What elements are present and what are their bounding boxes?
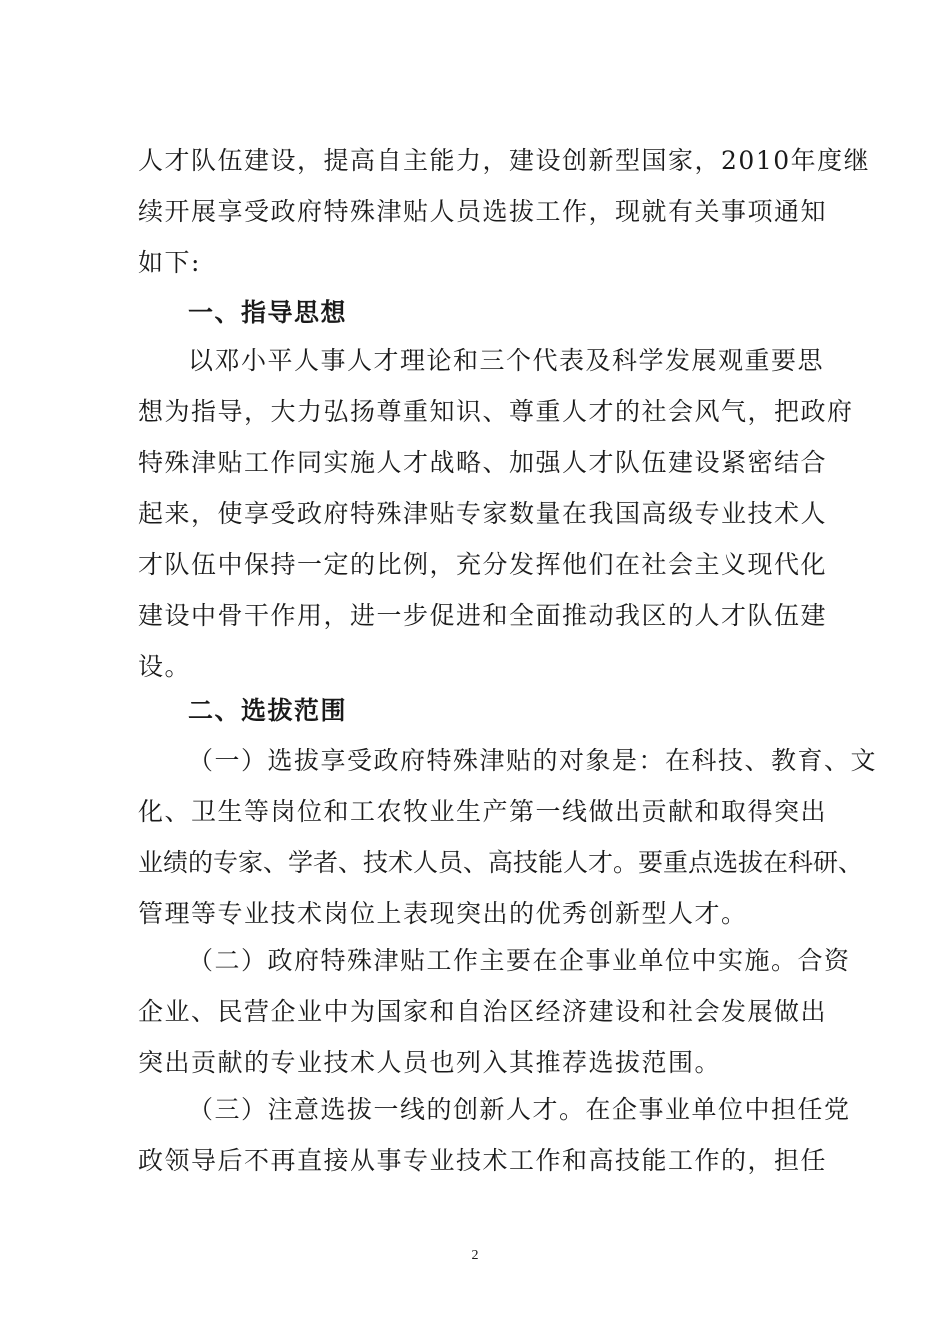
text-line: （二）政府特殊津贴工作主要在企事业单位中实施。合资 xyxy=(188,946,851,975)
scope-item-3-paragraph xyxy=(138,1084,851,1186)
scope-item-2-paragraph xyxy=(138,935,851,1088)
text-line: 管理等专业技术岗位上表现突出的优秀创新型人才。 xyxy=(138,899,748,928)
text-line: 如下: xyxy=(138,248,201,277)
text-line: 化、卫生等岗位和工农牧业生产第一线做出贡献和取得突出 xyxy=(138,797,828,826)
heading-line: 一、指导思想 xyxy=(188,298,348,327)
text-line: 企业、民营企业中为国家和自治区经济建设和社会发展做出 xyxy=(138,997,828,1026)
text-line: 想为指导，大力弘扬尊重知识、尊重人才的社会风气，把政府 xyxy=(138,397,854,426)
text-line: 续开展享受政府特殊津贴人员选拔工作，现就有关事项通知 xyxy=(138,197,828,226)
text-line: 业绩的专家、学者、技术人员、高技能人才。要重点选拔在科研、 xyxy=(138,848,864,877)
text-line: 特殊津贴工作同实施人才战略、加强人才队伍建设紧密结合 xyxy=(138,448,828,477)
text-line: 以邓小平人事人才理论和三个代表及科学发展观重要思 xyxy=(188,346,825,375)
section-heading-guiding-ideology xyxy=(138,287,814,338)
text-line: 起来，使享受政府特殊津贴专家数量在我国高级专业技术人 xyxy=(138,499,828,528)
text-line: （一）选拔享受政府特殊津贴的对象是：在科技、教育、文 xyxy=(188,746,878,775)
page-number: 2 xyxy=(471,1248,479,1263)
text-line: （三）注意选拔一线的创新人才。在企事业单位中担任党 xyxy=(188,1095,851,1124)
text-line: 突出贡献的专业技术人员也列入其推荐选拔范围。 xyxy=(138,1048,722,1077)
scope-item-1-paragraph xyxy=(138,735,878,939)
intro-paragraph xyxy=(138,135,871,288)
text-line: 设。 xyxy=(138,652,192,681)
guiding-ideology-paragraph xyxy=(138,335,854,692)
heading-line: 二、选拔范围 xyxy=(188,696,348,725)
text-line: 人才队伍建设，提高自主能力，建设创新型国家，2010年度继 xyxy=(138,146,871,175)
text-line: 建设中骨干作用，进一步促进和全面推动我区的人才队伍建 xyxy=(138,601,828,630)
text-line: 才队伍中保持一定的比例，充分发挥他们在社会主义现代化 xyxy=(138,550,828,579)
section-heading-selection-scope xyxy=(138,685,814,736)
text-line: 政领导后不再直接从事专业技术工作和高技能工作的，担任 xyxy=(138,1146,828,1175)
